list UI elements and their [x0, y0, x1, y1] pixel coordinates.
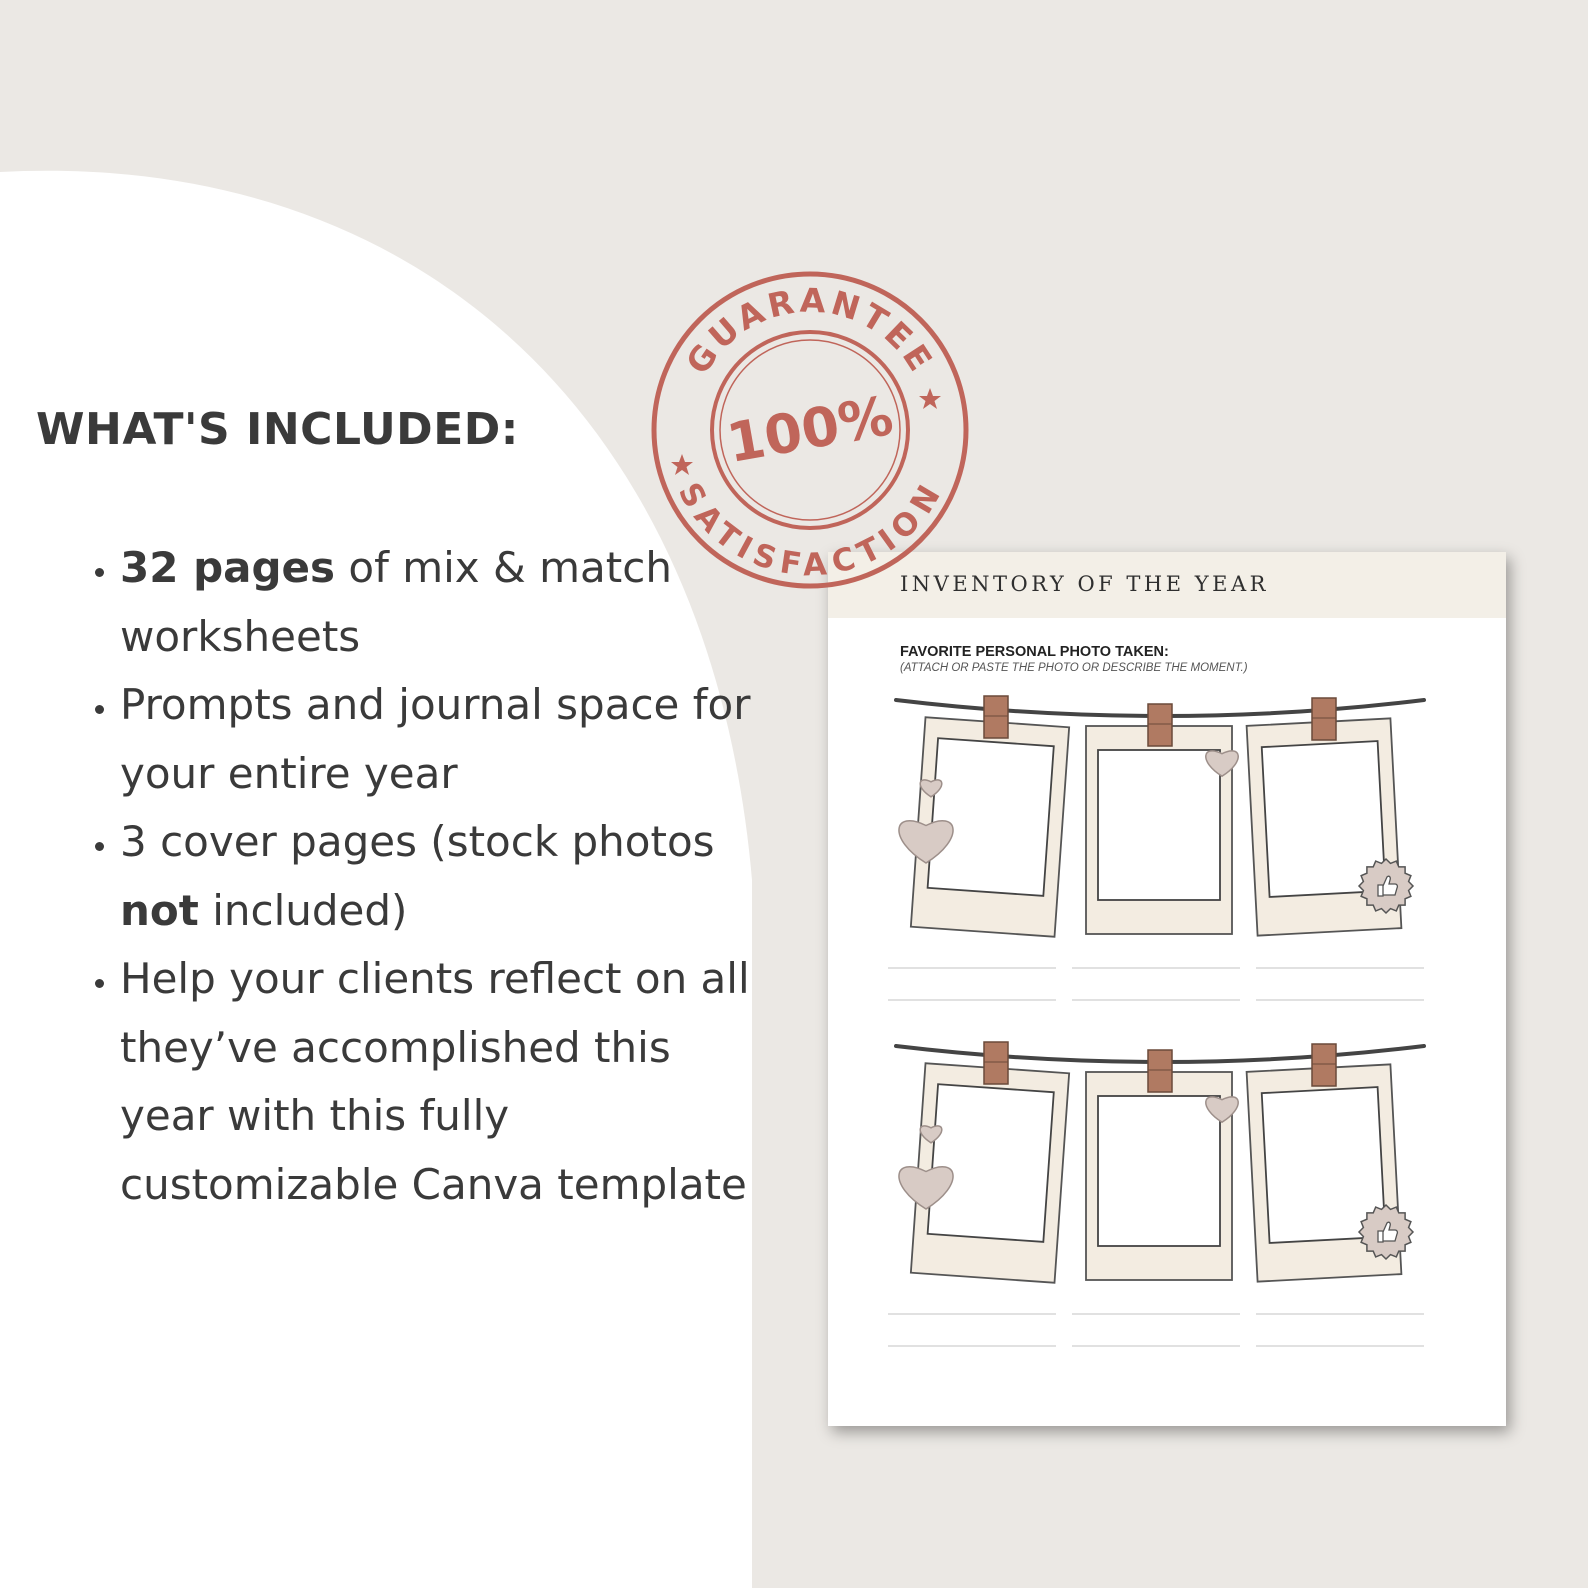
feature-item: • Prompts and journal space for your entire year	[120, 671, 760, 808]
worksheet-prompt-label: FAVORITE PERSONAL PHOTO TAKEN:	[900, 644, 1169, 660]
star-icon	[671, 454, 693, 475]
clothespin-icon	[1312, 698, 1336, 740]
svg-text:SATISFACTION	[670, 477, 949, 584]
photo-line-illustration	[828, 552, 1506, 1426]
star-icon	[919, 388, 941, 409]
feature-item: • 3 cover pages (stock photos not included)	[120, 808, 760, 945]
worksheet-preview	[828, 552, 1506, 1426]
clothespin-icon	[984, 696, 1008, 738]
clothespin-icon	[1148, 1050, 1172, 1092]
satisfaction-guarantee-stamp	[650, 270, 970, 590]
clothespin-icon	[984, 1042, 1008, 1084]
feature-list	[78, 534, 760, 1219]
worksheet-title: INVENTORY OF THE YEAR	[900, 572, 1269, 596]
stamp-bottom-text: SATISFACTION	[670, 477, 950, 584]
worksheet-prompt-sublabel: (ATTACH OR PASTE THE PHOTO OR DESCRIBE THE MOMENT.)	[900, 662, 1248, 674]
feature-item: • 32 pages of mix & match worksheets	[120, 534, 760, 671]
whats-included-heading: WHAT'S INCLUDED:	[36, 404, 519, 455]
clothespin-icon	[1312, 1044, 1336, 1086]
feature-item: • Help your clients reflect on all they’ve accomplished this year with this fully customizable Canva template	[120, 945, 760, 1219]
stamp-center-text: 100%	[722, 384, 898, 476]
stamp-top-text: GUARANTEE	[678, 280, 943, 381]
clothespin-icon	[1148, 704, 1172, 746]
